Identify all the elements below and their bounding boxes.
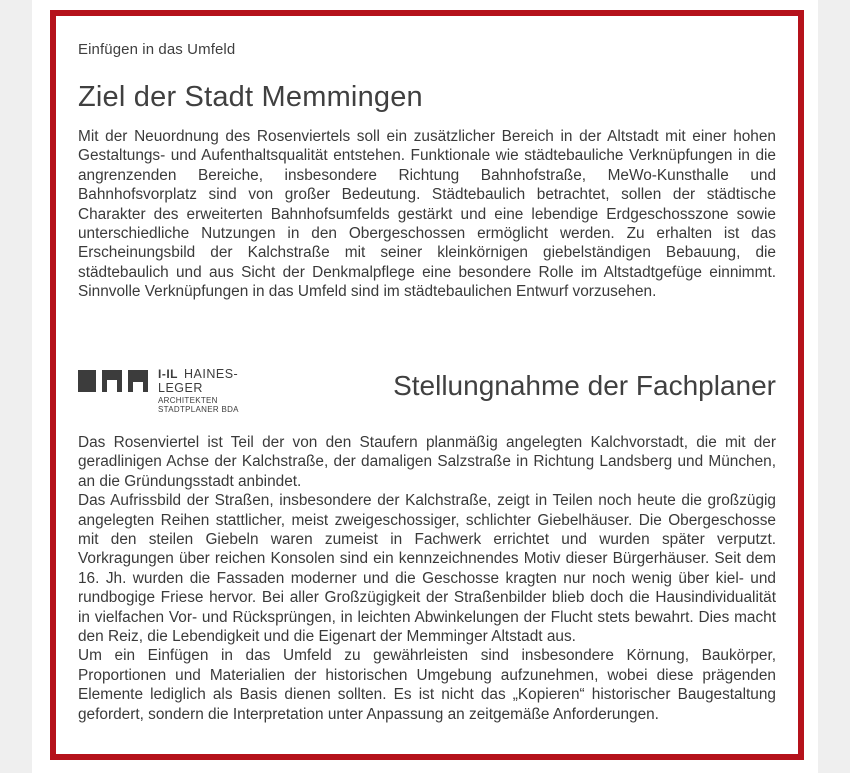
frame-content bbox=[78, 16, 776, 754]
intro-paragraph: Mit der Neuordnung des Rosenviertels soll ein zusätzlicher Bereich in der Altstadt mit einer hohen Gestaltungs- und Aufenthaltsqualität entstehen. Funktionale wie städtebauliche Verknüpfungen in die angrenzenden Bereiche, insbesondere Richtung Bahnhofstraße, MeWo-Kunsthalle und Bahnhofsvorplatz sind von großer Bedeutung. Städtebaulich betrachtet, sollen der städtische Charakter des erweiterten Bahnhofsumfelds gestärkt und eine lebendige Erdgeschosszone sowie unterschiedliche Nutzungen in den Obergeschossen ermöglicht werden. Zu erhalten ist das Erscheinungsbild der Kalchstraße mit seiner kleinkörnigen giebelständigen Bebauung, die städtebaulich und aus Sicht der Denkmalpflege eine besondere Rolle im Altstadtgefüge einnimmt. Sinnvolle Verknüpfungen in das Umfeld sind im städtebaulichen Entwurf vorzusehen. bbox=[78, 128, 776, 301]
page-title: Ziel der Stadt Memmingen bbox=[78, 81, 423, 113]
paragraph-history: Das Rosenviertel ist Teil der von den Staufern planmäßig angelegten Kalchvorstadt, die mit der geradlinigen Achse der Kalchstraße, der damaligen Salzstraße in Richtung Landsberg und München, an die Gründungsstadt anbindet. bbox=[78, 434, 776, 490]
paragraph-street-view: Das Aufrissbild der Straßen, insbesondere der Kalchstraße, zeigt in Teilen noch heute die großzügig angelegten Reihen stattlicher, meist zweigeschossiger, schlichter Giebelhäuser. Die Obergeschosse mit den steilen Giebeln waren zumeist in Fachwerk errichtet und wurden später verputzt. Vorkragungen über reichen Konsolen sind ein kennzeichnendes Motiv dieser Bürgerhäuser. Seit dem 16. Jh. wurden die Fassaden moderner und die Geschosse kragten nur noch wenig über kiel- und rundbogige Friese hervor. Bei aller Großzügigkeit der Straßenbilder blieb doch die Hausindividualität in vielfachen Vor- und Rücksprüngen, in leichten Abwinkelungen der Flucht stets bewahrt. Dies macht den Reiz, die Lebendigkeit und die Eigenart der Memminger Altstadt aus. bbox=[78, 492, 776, 646]
body-text bbox=[78, 433, 776, 724]
logo-subtitle: ARCHITEKTEN STADTPLANER BDA bbox=[158, 396, 239, 414]
paragraph-integration: Um ein Einfügen in das Umfeld zu gewährleisten sind insbesondere Körnung, Baukörper, Proportionen und Materialien der historischen Umgebung aufzunehmen, wobei diese prägenden Elemente lediglich als Basis dienen sollten. Es ist nicht das „Kopieren“ historischer Baugestaltung gefordert, sondern die Interpretation unter Anpassung an zeitgemäße Anforderungen. bbox=[78, 647, 776, 723]
red-frame bbox=[50, 10, 804, 760]
section-heading: Stellungnahme der Fachplaner bbox=[393, 370, 776, 401]
logo-blocks-icon bbox=[78, 370, 148, 392]
logo-mark: I-IL bbox=[158, 367, 178, 381]
logo-name: HAINES-LEGER bbox=[158, 367, 239, 395]
logo-text bbox=[158, 367, 278, 414]
section-kicker: Einfügen in das Umfeld bbox=[78, 41, 236, 58]
haines-leger-logo bbox=[78, 367, 278, 414]
